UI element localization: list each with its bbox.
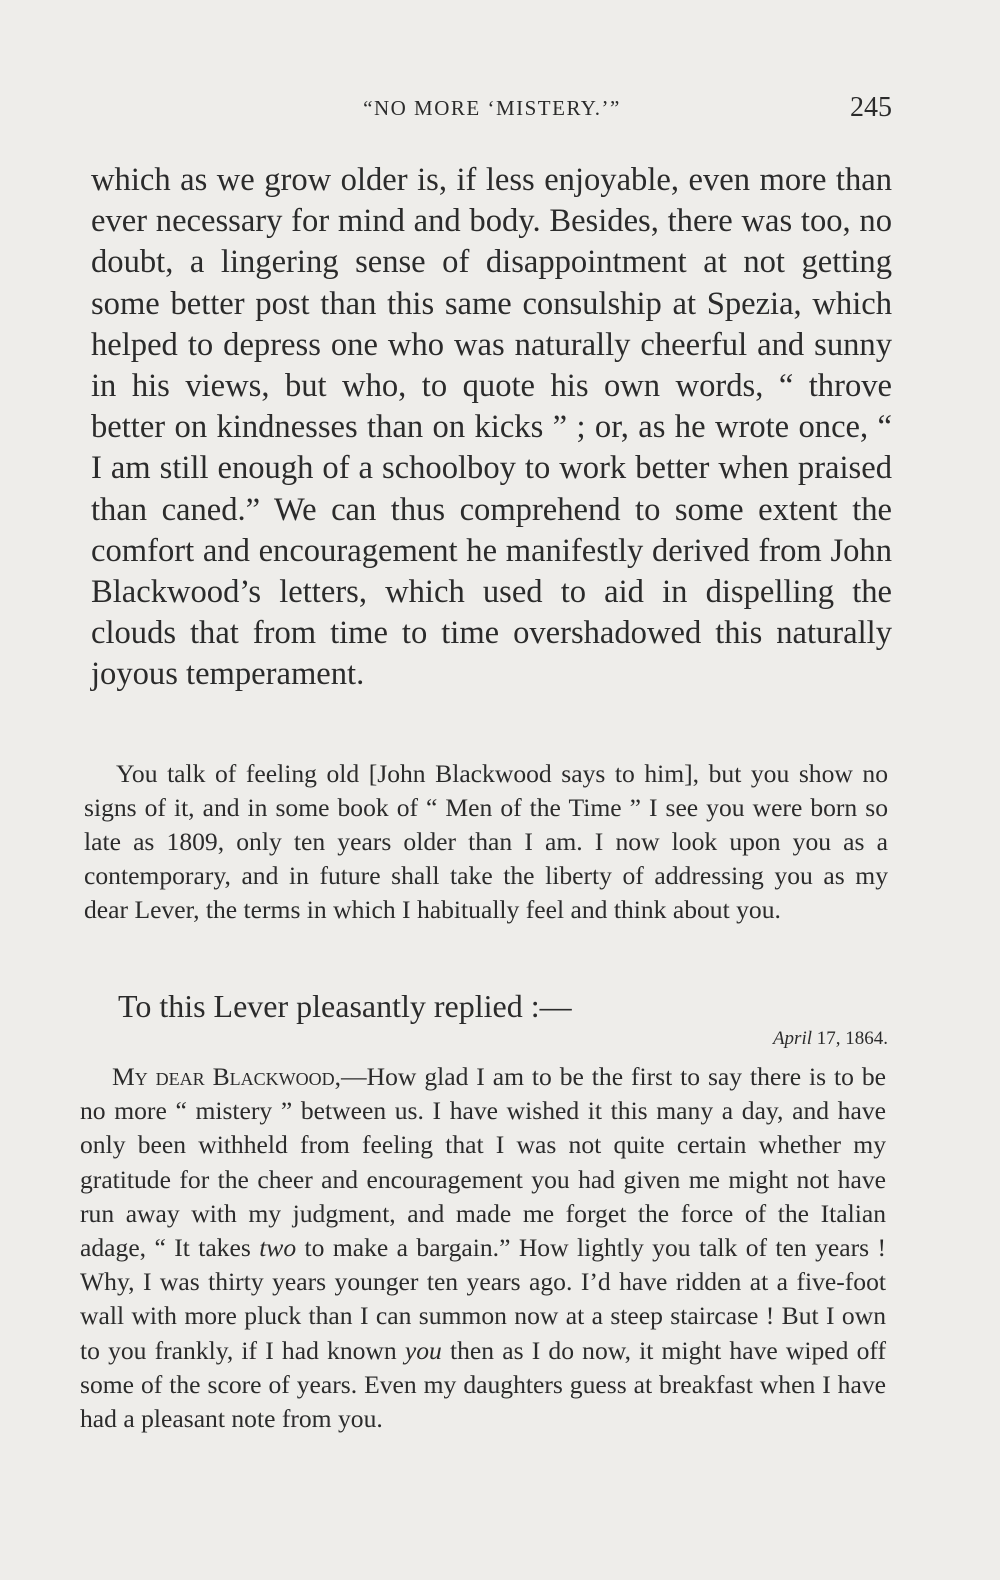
letter-salutation: My dear Blackwood, — [112, 1062, 342, 1091]
letter-text-part-1: —How glad I am to be the first to say there is to be no more “ mistery ” between us. I have wished it this many a day, and have only been withheld from feeling that I was not quite certain whether my gratitude for the cheer and encouragement you had given me might not have run away with my judgment, and made me forget the force of the Italian adage, “ It takes — [80, 1062, 886, 1263]
letter-date-month: April — [772, 1028, 812, 1049]
letter-text-part-3: then as I do now, it might have wiped off some of the score of years. Even my daughters guess at breakfast when I have had a pleasant note from you. — [80, 1335, 887, 1434]
letter-body — [80, 1060, 886, 1436]
body-paragraph: which as we grow older is, if less enjoyable, even more than ever necessary for mind and body. Besides, there was too, no doubt, a lingering sense of disappointment at not getting some better post than this same consulship at Spezia, which helped to depress one who was naturally cheerful and sunny in his views, but who, to quote his own words, “ throve better on kindnesses than on kicks ” ; or, as he wrote once, “ I am still enough of a schoolboy to work better when praised than caned.” We can thus comprehend to some extent the comfort and encouragement he manifestly derived from John Blackwood’s letters, which used to aid in dispelling the clouds that from time to time overshadowed this naturally joyous temperament. — [91, 162, 892, 693]
letter-date-day-year: 17, 1864. — [812, 1028, 888, 1049]
running-title: “NO MORE ‘MISTERY.’” — [363, 96, 621, 120]
page-number: 245 — [850, 92, 892, 123]
transition-line: To this Lever pleasantly replied :— — [118, 988, 572, 1024]
block-quote: You talk of feeling old [John Blackwood says to him], but you show no signs of it, and in some book of “ Men of the Time ” I see you were born so late as 1809, only ten years older than I am. I now look upon you as a contemporary, and in future shall take the liberty of addressing you as my dear Lever, the terms in which I habitually feel and think about you. — [84, 759, 888, 924]
letter-emphasis-two: two — [259, 1233, 297, 1263]
running-head — [92, 92, 892, 132]
letter-date — [773, 1028, 888, 1050]
letter-text-part-2: to make a bargain.” How lightly you talk of ten years ! Why, I was thirty years younger ten years ago. I’d have ridden at a five-foot wall with more pluck than I can summon now at a steep staircase ! But I own to you frankly, if I had known — [80, 1233, 886, 1365]
letter-emphasis-you: you — [404, 1335, 442, 1365]
